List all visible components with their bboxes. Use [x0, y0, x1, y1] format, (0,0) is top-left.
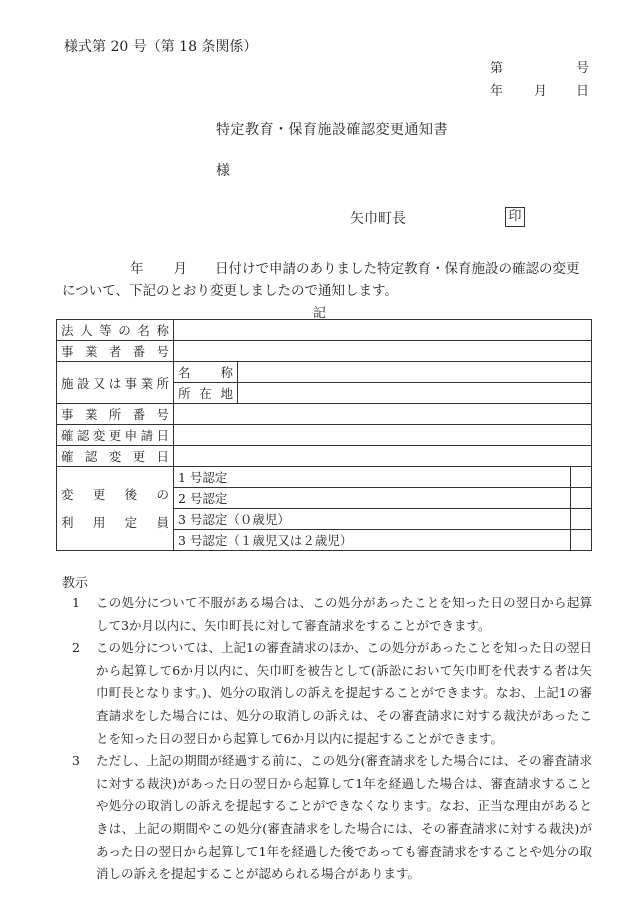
facility-address-value[interactable] — [238, 383, 592, 404]
table-row — [57, 362, 592, 383]
facility-name-value[interactable] — [238, 362, 592, 383]
addressee-suffix: 様 — [216, 163, 230, 179]
corp-name-value[interactable] — [174, 320, 592, 341]
office-no-value[interactable] — [174, 404, 592, 425]
intro-text-line2: について、下記のとおり変更しましたので通知します。 — [62, 283, 398, 299]
date-year: 年 — [490, 84, 504, 99]
date-day: 日 — [576, 84, 590, 99]
cert3a-value[interactable] — [571, 509, 592, 530]
note-text: ただし、上記の期間が経過する前に、この処分(審査請求をした場合には、その審査請求に対する裁決)があった日の翌日から起算して1年を経過した場合は、審査請求することや処分の取消しの訴えを提起することができなくなります。なお、正当な理由があるときは、上記の期間やこの処分(審査請求をした場合には、その審査請求に対する裁決)があった日の翌日から起算して1年を経過した後であっても審査請求をすることや処分の取消しの訴えを提起することが認められる場合があります。 — [96, 753, 592, 882]
office-no-label: 事業所番号 — [57, 404, 174, 425]
cert3b-label: 3 号認定（１歳児又は２歳児） — [174, 530, 571, 551]
operator-no-label: 事業者番号 — [57, 341, 174, 362]
note-text: この処分については、上記1の審査請求のほか、この処分があったことを知った日の翌日から起算して6か月以内に、矢巾町を被告として(訴訟において矢巾町を代表する者は矢巾町長となります。)、処分の取消しの訴えを提起することができます。なお、上記1の審査請求をした場合には、処分の取消しの訴えは、その審査請求に対する裁決があったことを知った日の翌日から起算して6か月以内に提起することができます。 — [96, 640, 592, 746]
capacity-label — [57, 467, 174, 551]
instruction-title: 教示 — [62, 576, 89, 591]
apply-date-label: 確認変更申請日 — [57, 425, 174, 446]
facility-address-label: 所在地 — [174, 383, 238, 404]
list-item — [64, 592, 592, 637]
note-number: 1 — [72, 595, 80, 610]
cert3a-label: 3 号認定（０歳児） — [174, 509, 571, 530]
cert1-value[interactable] — [571, 467, 592, 488]
cert2-label: 2 号認定 — [174, 488, 571, 509]
document-title: 特定教育・保育施設確認変更通知書 — [216, 122, 448, 138]
seal-mark: 印 — [505, 207, 525, 227]
table-row — [57, 467, 592, 488]
intro-month: 月 — [173, 261, 187, 277]
table-row — [57, 425, 592, 446]
cert2-value[interactable] — [571, 488, 592, 509]
facility-name-label: 名 称 — [174, 362, 238, 383]
list-item — [64, 637, 592, 750]
doc-number-suffix: 号 — [576, 61, 590, 76]
apply-date-value[interactable] — [174, 425, 592, 446]
table-row — [57, 404, 592, 425]
details-table — [56, 319, 592, 551]
table-row — [57, 446, 592, 467]
instruction-notes — [64, 592, 592, 886]
facility-label: 施設又は事業所 — [57, 362, 174, 404]
change-date-value[interactable] — [174, 446, 592, 467]
table-row — [57, 320, 592, 341]
capacity-label-line2: 利用定員 — [61, 514, 169, 530]
cert3b-value[interactable] — [571, 530, 592, 551]
capacity-label-line1: 変更後の — [61, 486, 169, 502]
cert1-label: 1 号認定 — [174, 467, 571, 488]
form-number: 様式第 20 号（第 18 条関係） — [64, 39, 258, 55]
intro-year: 年 — [130, 261, 144, 277]
change-date-label: 確認変更日 — [57, 446, 174, 467]
intro-paragraph — [62, 258, 592, 302]
note-number: 3 — [72, 753, 80, 769]
date-month: 月 — [534, 84, 548, 99]
table-row — [57, 341, 592, 362]
list-item — [64, 750, 592, 886]
operator-no-value[interactable] — [174, 341, 592, 362]
sender-name: 矢巾町長 — [350, 211, 406, 227]
ki-label: 記 — [313, 306, 327, 321]
note-text: この処分について不服がある場合は、この処分があったことを知った日の翌日から起算して3か月以内に、矢巾町長に対して審査請求をすることができます。 — [96, 595, 592, 633]
corp-name-label: 法人等の名称 — [57, 320, 174, 341]
intro-text-line1: 日付けで申請のありました特定教育・保育施設の確認の変更 — [215, 261, 580, 277]
doc-number-prefix: 第 — [490, 61, 504, 76]
note-number: 2 — [72, 640, 80, 656]
